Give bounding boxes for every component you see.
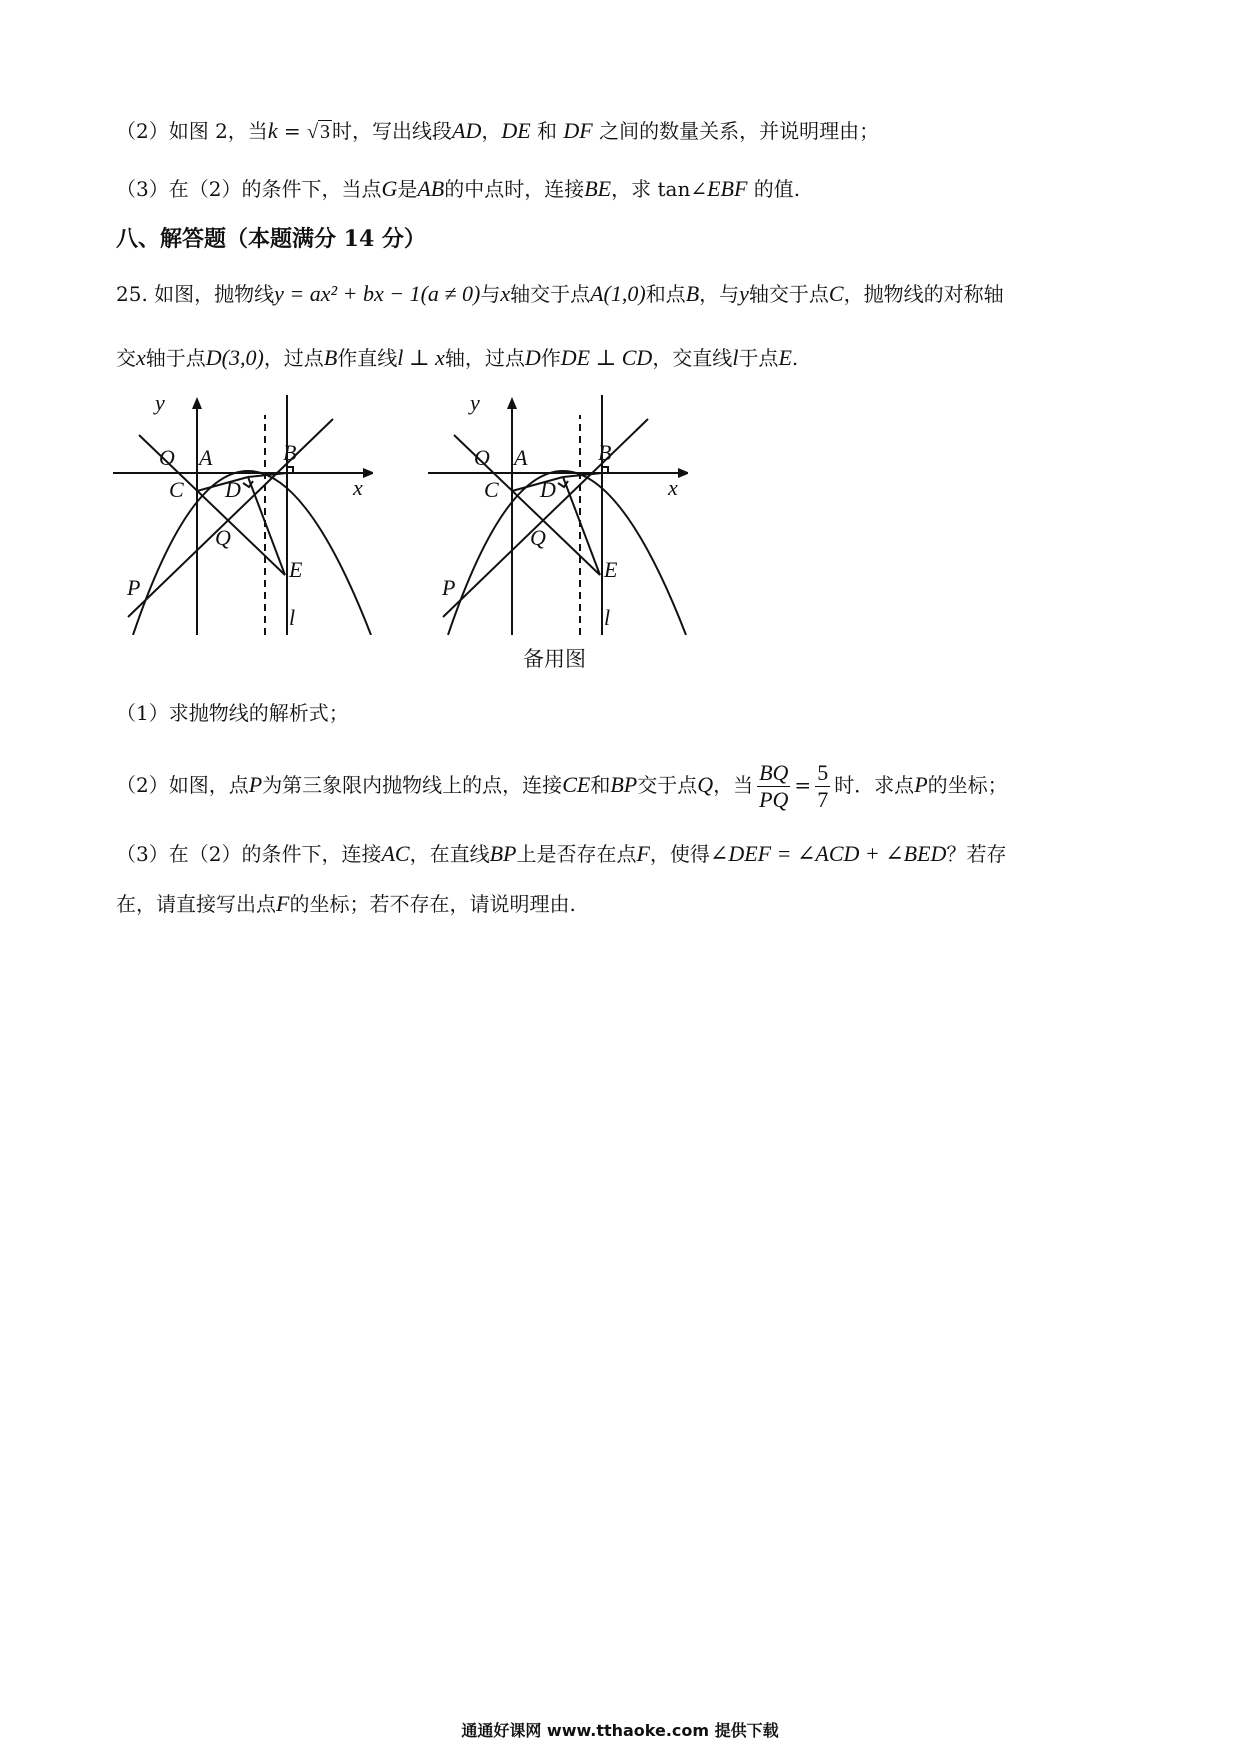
text: 轴，过点: [444, 346, 525, 370]
sqrt-expression: √ 3: [307, 121, 331, 143]
numerator: 5: [817, 760, 829, 785]
text: 交于点: [637, 773, 698, 797]
label-P: P: [127, 575, 141, 600]
label-C: C: [169, 477, 184, 502]
numerator: BQ: [759, 760, 789, 785]
label-B: B: [598, 440, 612, 465]
sub-question-3: [116, 838, 1006, 867]
section-heading: 八、解答题（本题满分 14 分）: [116, 226, 426, 252]
label-E: E: [604, 557, 618, 582]
var: AD: [452, 118, 482, 143]
var: AC: [381, 841, 410, 866]
denominator: 7: [817, 787, 829, 812]
var: AB: [417, 176, 445, 201]
fraction-BQ-PQ: [757, 760, 790, 813]
text: ，: [481, 119, 502, 143]
label-Q: Q: [530, 525, 546, 550]
text: 为第三象限内抛物线上的点，连接: [262, 773, 563, 797]
text: 轴交于点: [748, 282, 829, 306]
var: D(3,0): [205, 345, 264, 370]
label-x: x: [668, 475, 678, 500]
text: 的坐标；: [927, 773, 1008, 797]
text: ，交直线: [652, 346, 733, 370]
var: BP: [489, 841, 517, 866]
text: 在，请直接写出点: [116, 892, 276, 916]
text: 作直线: [337, 346, 398, 370]
var: DE ⊥ CD: [560, 345, 653, 370]
text: ，当: [713, 773, 754, 797]
text: =: [277, 119, 308, 143]
sub-question-1: （1）求抛物线的解析式；: [116, 701, 349, 725]
text: ？若存: [946, 842, 1007, 866]
var-k: k: [267, 118, 278, 143]
label-D: D: [225, 477, 241, 502]
text: .: [791, 346, 799, 370]
var: F: [636, 841, 650, 866]
var: Q: [697, 772, 714, 797]
label-A: A: [514, 445, 528, 470]
var: F: [276, 891, 290, 916]
var: EBF: [707, 176, 748, 201]
var: G: [381, 176, 398, 201]
fraction-5-7: [815, 760, 830, 813]
label-A: A: [199, 445, 213, 470]
denominator: PQ: [759, 787, 789, 812]
label-O: O: [159, 445, 175, 470]
var: C: [828, 281, 844, 306]
label-B: B: [283, 440, 297, 465]
var: B: [685, 281, 700, 306]
label-D: D: [540, 477, 556, 502]
text: 时．求点: [834, 773, 915, 797]
label-x: x: [353, 475, 363, 500]
text: 25. 如图，抛物线: [116, 282, 275, 306]
figure-spare: [428, 395, 688, 639]
text: 和点: [645, 282, 686, 306]
var: P: [914, 772, 928, 797]
var: ∠DEF = ∠ACD + ∠BED: [709, 841, 947, 866]
label-l: l: [289, 605, 296, 630]
text: （2）如图 2，当: [116, 119, 268, 143]
var: BP: [610, 772, 638, 797]
q25-line-1: [116, 278, 1004, 307]
text: 与: [480, 282, 501, 306]
var: l ⊥ x: [397, 345, 445, 370]
var: D: [524, 345, 541, 370]
text: 时，写出线段: [332, 119, 453, 143]
text: （2）如图，点: [116, 773, 249, 797]
var: DF: [563, 118, 593, 143]
parabola-diagram: [113, 395, 373, 635]
text: 交: [116, 346, 136, 370]
text: ，在直线: [409, 842, 490, 866]
var: B: [323, 345, 338, 370]
text: 于点: [738, 346, 779, 370]
figure-main: [113, 395, 373, 639]
text: 和: [530, 119, 564, 143]
text: ，使得: [649, 842, 710, 866]
var: A(1,0): [590, 281, 646, 306]
label-Q: Q: [215, 525, 231, 550]
label-y: y: [155, 395, 165, 415]
sub-question-2: [116, 760, 1008, 813]
text: 和: [590, 773, 611, 797]
text: =: [794, 773, 812, 797]
text: 的中点时，连接: [444, 177, 585, 201]
var: x: [500, 281, 511, 306]
label-y: y: [470, 395, 480, 415]
var: E: [778, 345, 792, 370]
text: 之间的数量关系，并说明理由；: [592, 119, 880, 143]
label-l: l: [604, 605, 611, 630]
label-C: C: [484, 477, 499, 502]
text: （3）在（2）的条件下，连接: [116, 842, 382, 866]
text: ，过点: [263, 346, 324, 370]
text: （3）在（2）的条件下，当点: [116, 177, 382, 201]
parabola-diagram-spare: [428, 395, 688, 635]
equation: y = ax² + bx − 1(a ≠ 0): [274, 281, 481, 306]
sqrt-arg: 3: [320, 121, 331, 143]
label-O: O: [474, 445, 490, 470]
question-part-3: [116, 173, 800, 202]
q25-line-2: [116, 342, 798, 371]
page-footer: 通通好课网 www.tthaoke.com 提供下载: [461, 1721, 779, 1740]
question-part-2: [116, 115, 879, 144]
text: 轴于点: [145, 346, 206, 370]
var: CE: [562, 772, 591, 797]
text: 是: [397, 177, 418, 201]
label-P: P: [442, 575, 456, 600]
text: 的坐标；若不存在，请说明理由.: [289, 892, 576, 916]
text: ，与: [699, 282, 740, 306]
figure-caption: 备用图: [523, 647, 586, 671]
text: ，求 tan∠: [611, 177, 708, 201]
text: 的值.: [747, 177, 801, 201]
text: 上是否存在点: [516, 842, 637, 866]
var: BE: [584, 176, 612, 201]
var: P: [248, 772, 263, 797]
var: x: [136, 345, 146, 370]
var: DE: [501, 118, 531, 143]
var: y: [739, 281, 749, 306]
segment-DE: [248, 477, 285, 575]
text: 作: [540, 346, 561, 370]
var: l: [732, 345, 739, 370]
text: ，抛物线的对称轴: [843, 282, 1004, 306]
text: 轴交于点: [510, 282, 591, 306]
sub-question-3-cont: [116, 888, 576, 917]
label-E: E: [289, 557, 303, 582]
